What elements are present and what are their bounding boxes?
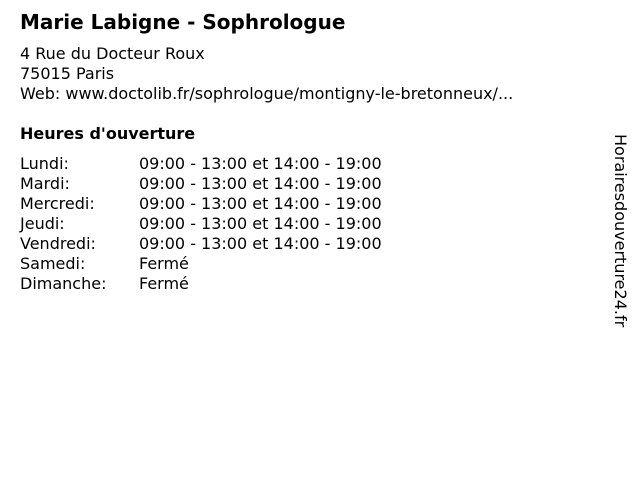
opening-hours-title: Heures d'ouverture bbox=[20, 124, 196, 143]
day-label: Dimanche: bbox=[20, 274, 107, 293]
hours-value: Fermé bbox=[139, 274, 189, 293]
day-label: Vendredi: bbox=[20, 234, 96, 253]
day-label: Mardi: bbox=[20, 174, 70, 193]
hours-row-thursday bbox=[20, 214, 440, 234]
website-link[interactable]: Web: www.doctolib.fr/sophrologue/montigny-le-bretonneux/... bbox=[20, 84, 514, 103]
hours-row-saturday bbox=[20, 254, 440, 274]
page-title: Marie Labigne - Sophrologue bbox=[20, 10, 346, 34]
day-label: Jeudi: bbox=[20, 214, 65, 233]
hours-value: 09:00 - 13:00 et 14:00 - 19:00 bbox=[139, 154, 382, 173]
opening-hours-table bbox=[20, 154, 440, 294]
hours-value: 09:00 - 13:00 et 14:00 - 19:00 bbox=[139, 234, 382, 253]
site-watermark: Horairesdouverture24.fr bbox=[611, 134, 630, 328]
hours-row-wednesday bbox=[20, 194, 440, 214]
hours-row-friday bbox=[20, 234, 440, 254]
hours-row-tuesday bbox=[20, 174, 440, 194]
day-label: Lundi: bbox=[20, 154, 69, 173]
hours-value: 09:00 - 13:00 et 14:00 - 19:00 bbox=[139, 194, 382, 213]
address-block bbox=[20, 44, 513, 104]
hours-row-sunday bbox=[20, 274, 440, 294]
hours-row-monday bbox=[20, 154, 440, 174]
day-label: Mercredi: bbox=[20, 194, 95, 213]
hours-value: 09:00 - 13:00 et 14:00 - 19:00 bbox=[139, 214, 382, 233]
hours-value: Fermé bbox=[139, 254, 189, 273]
hours-value: 09:00 - 13:00 et 14:00 - 19:00 bbox=[139, 174, 382, 193]
street-address: 4 Rue du Docteur Roux bbox=[20, 44, 205, 63]
city-address: 75015 Paris bbox=[20, 64, 115, 83]
day-label: Samedi: bbox=[20, 254, 86, 273]
